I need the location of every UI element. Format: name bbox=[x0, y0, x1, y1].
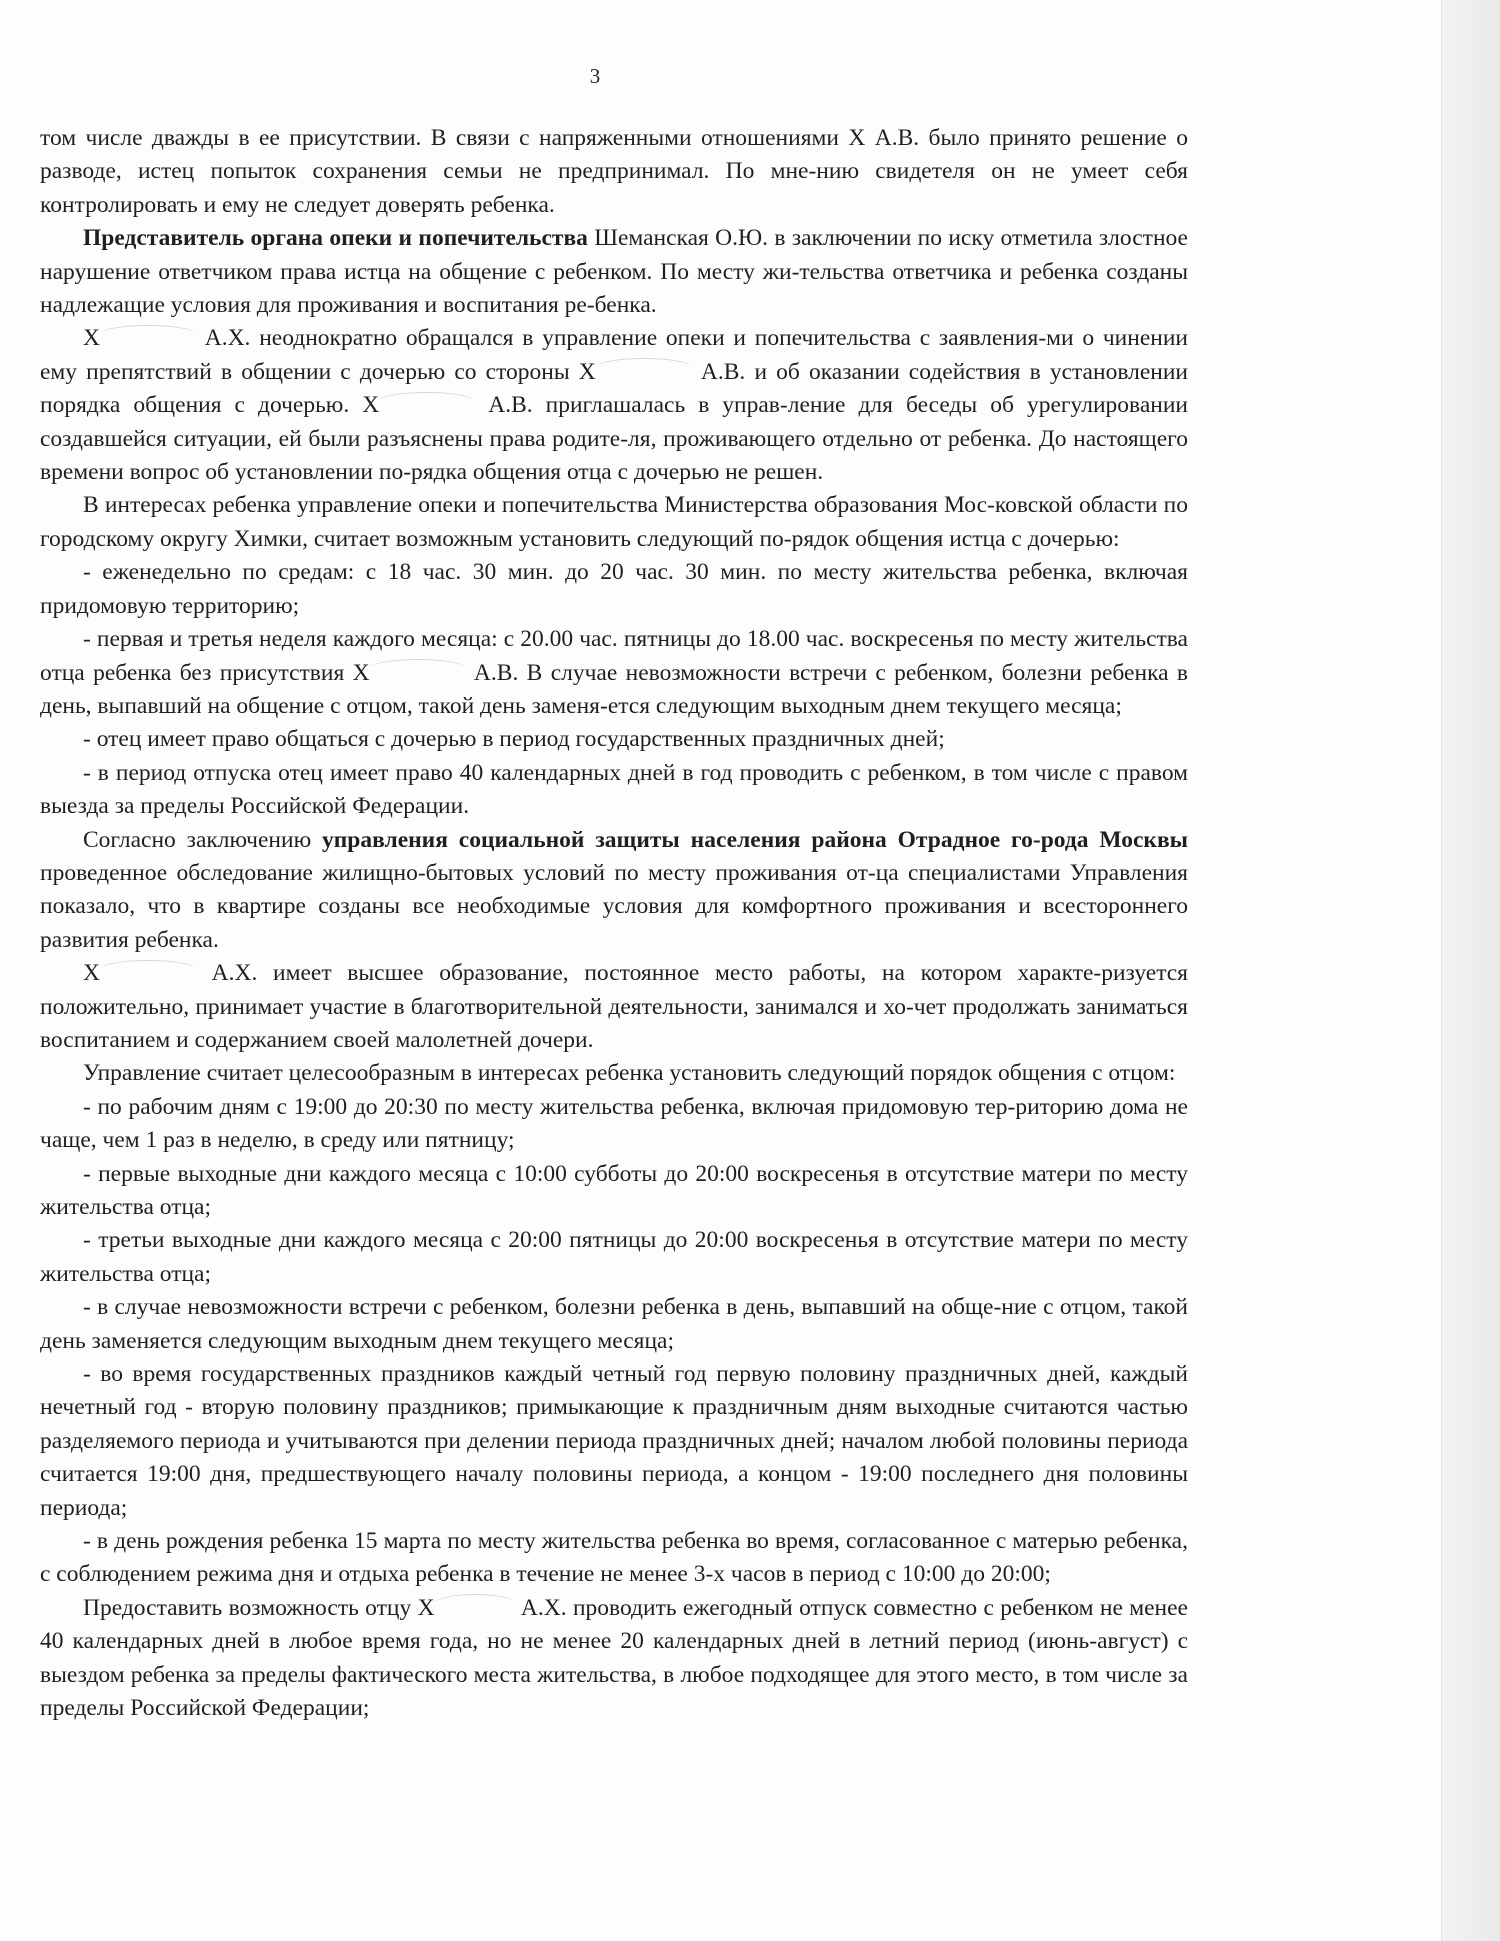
paragraph-text: А.Х. имеет высшее образование, постоянное место работы, на котором характе-ризуется положительно, принимает участие в благотворительной деятельности, занимался и хо-чет продолжать заниматься воспитанием и содержанием своей малолетней дочери. bbox=[40, 960, 1188, 1053]
bold-lead-social-protection: управления социальной защиты населения района Отрадное го-рода Москвы bbox=[322, 826, 1188, 853]
paragraph-text: А.Х. неоднократно обращался в управление опеки и попечительства с заявления-ми о чинении ему препятствий в общении с дочерью со стороны Х bbox=[40, 325, 1188, 385]
list-item-first-weekend: - первые выходные дни каждого месяца с 10:00 субботы до 20:00 воскресенья в отсутствие матери по месту жительства отца; bbox=[40, 1160, 1188, 1220]
redacted-surname bbox=[596, 358, 692, 382]
surname-initial: Х bbox=[83, 960, 100, 987]
redacted-surname bbox=[100, 960, 196, 984]
list-item-state-holidays: - во время государственных праздников каждый четный год первую половину праздничных дней, каждый нечетный год - вторую половину праздников; примыкающие к праздничным дням выходные считаются частью разделяемого периода и учитываются при делении периода праздничных дней; началом любой половины периода считается 19:00 дня, предшествующего началу половины периода, а концом - 19:00 последнего дня половины периода; bbox=[40, 1361, 1188, 1521]
redacted-surname bbox=[379, 392, 475, 416]
paragraph-guardianship-proposal: В интересах ребенка управление опеки и попечительства Министерства образования Мос-ковской области по городскому округу Химки, считает возможным установить следующий по-рядок общения истца с дочерью: bbox=[40, 492, 1188, 552]
list-item-third-weekend: - третьи выходные дни каждого месяца с 20:00 пятницы до 20:00 воскресенья в отсутствие матери по месту жительства отца; bbox=[40, 1227, 1188, 1287]
paragraph-father-characteristics bbox=[40, 957, 1188, 1057]
list-item-birthday: - в день рождения ребенка 15 марта по месту жительства ребенка во время, согласованное с матерью ребенка, с соблюдением режима дня и отдыха ребенка в течение не менее 3-х часов в период с 10:00 до 20:00; bbox=[40, 1528, 1188, 1588]
paragraph-text: проведенное обследование жилищно-бытовых условий по месту проживания от-ца специалистами Управления показало, что в квартире созданы все необходимые условия для комфортного проживания и всестороннего развития ребенка. bbox=[40, 859, 1188, 953]
scan-edge-shadow bbox=[1441, 0, 1500, 1941]
paragraph-annual-vacation bbox=[40, 1592, 1188, 1726]
list-item-workdays: - по рабочим дням с 19:00 до 20:30 по месту жительства ребенка, включая придомовую тер-риторию дома не чаще, чем 1 раз в неделю, в среду или пятницу; bbox=[40, 1093, 1188, 1154]
paragraph-father-appeals bbox=[40, 322, 1188, 489]
surname-initial: Х bbox=[83, 325, 100, 352]
paragraph-witness-testimony: том числе дважды в ее присутствии. В связи с напряженными отношениями Х А.В. было принято решение о разводе, истец попыток сохранения семьи не предпринимал. По мне-нию свидетеля он не умеет себя контролировать и ему не следует доверять ребенка. bbox=[40, 125, 1188, 218]
paragraph-text: Предоставить возможность отцу Х bbox=[83, 1594, 435, 1621]
paragraph-text: А.В. приглашалась в управ-ление для беседы об урегулировании создавшейся ситуации, ей были разъяснены права родите-ля, проживающего отдельно от ребенка. До настоящего времени вопрос об установлении по-рядка общения отца с дочерью не решен. bbox=[40, 392, 1188, 486]
paragraph-text: Согласно заключению bbox=[83, 826, 323, 853]
page-number: 3 bbox=[589, 64, 601, 88]
document-body bbox=[40, 122, 1188, 1726]
list-item-first-third-week bbox=[40, 623, 1188, 723]
paragraph-text: А.Х. проводить ежегодный отпуск совместно с ребенком не менее 40 календарных дней в любое время года, но не менее 20 календарных дней в летний период (июнь-август) с выездом ребенка за пределы фактического места жительства, в любое подходящее для этого место, в том числе за пределы Российской Федерации; bbox=[40, 1594, 1188, 1722]
redacted-surname bbox=[100, 325, 196, 349]
redacted-surname bbox=[370, 659, 466, 683]
paragraph-text: - первая и третья неделя каждого месяца: с 20.00 час. пятницы до 18.00 час. воскресенья по месту жительства отца ребенка без присутствия Х bbox=[40, 626, 1188, 686]
list-item-weekly: - еженедельно по средам: с 18 час. 30 мин. до 20 час. 30 мин. по месту жительства ребенка, включая придомовую территорию; bbox=[40, 559, 1188, 619]
paragraph-department-proposal: Управление считает целесообразным в интересах ребенка установить следующий порядок общения с отцом: bbox=[83, 1060, 1176, 1087]
paragraph-text: Шеманская О.Ю. в заключении по иску отметила злостное нарушение ответчиком права истца на общение с ребенком. По месту жи-тельства ответчика и ребенка созданы надлежащие условия для проживания и воспитания ре-бенка. bbox=[40, 225, 1188, 319]
bold-lead-guardianship: Представитель органа опеки и попечительства bbox=[83, 225, 588, 252]
list-item-holidays: - отец имеет право общаться с дочерью в период государственных праздничных дней; bbox=[83, 726, 945, 753]
paragraph-social-protection bbox=[40, 824, 1188, 958]
list-item-vacation: - в период отпуска отец имеет право 40 календарных дней в год проводить с ребенком, в том числе с правом выезда за пределы Российской Федерации. bbox=[40, 759, 1188, 820]
redacted-surname bbox=[435, 1594, 515, 1618]
paragraph-text: А.В. и об оказании содействия в установлении порядка общения с дочерью. Х bbox=[40, 358, 1188, 419]
paragraph-guardianship-conclusion bbox=[40, 222, 1188, 322]
paragraph-text: А.В. В случае невозможности встречи с ребенком, болезни ребенка в день, выпавший на общение с отцом, такой день заменя-ется следующим выходным днем текущего месяца; bbox=[40, 659, 1189, 719]
list-item-illness: - в случае невозможности встречи с ребенком, болезни ребенка в день, выпавший на обще-ние с отцом, такой день заменяется следующим выходным днем текущего месяца; bbox=[40, 1294, 1188, 1354]
